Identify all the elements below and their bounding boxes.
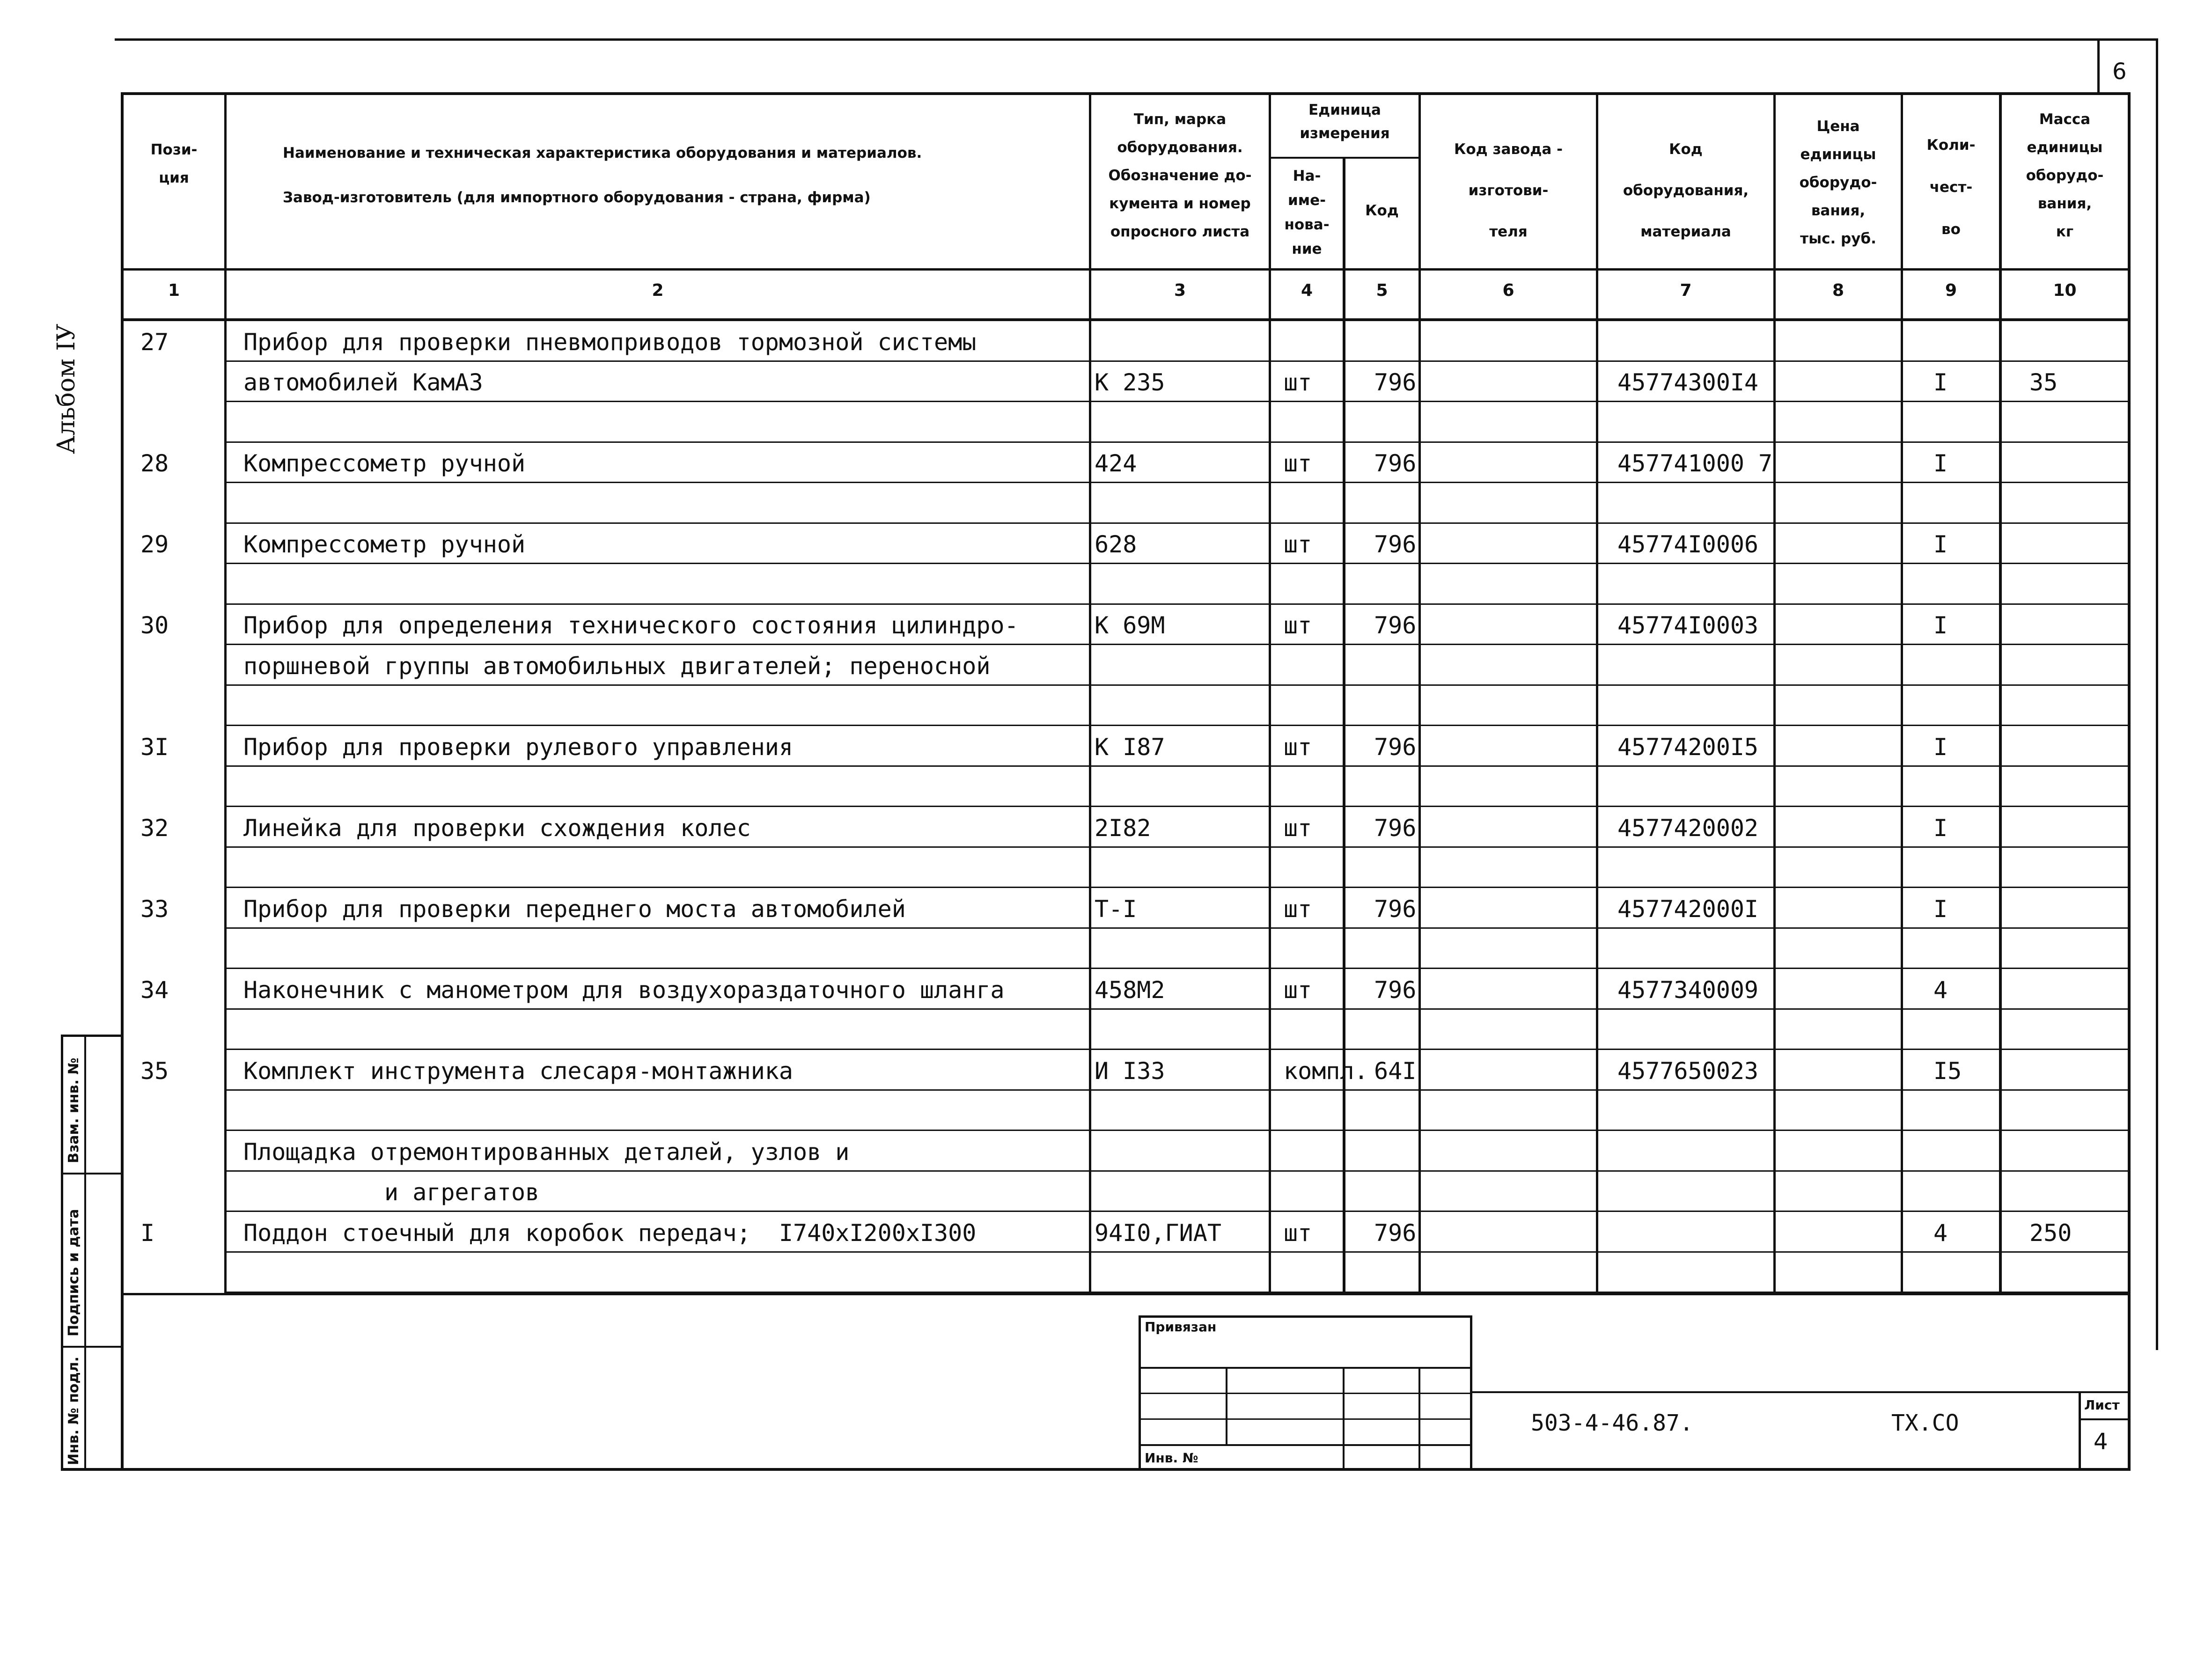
header-position: Пози- ция <box>150 141 198 186</box>
row-name: Прибор для определения технического состояния цилиндро- <box>243 612 1019 639</box>
row-quantity: I <box>1933 895 1948 923</box>
sheet-box-left <box>2079 1391 2081 1470</box>
row-position: 32 <box>140 814 169 842</box>
header-material-code: Код оборудования, материала <box>1623 141 1749 240</box>
row-unit-code: 796 <box>1374 612 1417 639</box>
row-quantity: 4 <box>1933 1219 1948 1247</box>
table-bottom-border <box>61 1468 2129 1471</box>
row-divider <box>227 846 2129 848</box>
header-unit-code: Код <box>1365 202 1399 219</box>
sheet-label: Лист <box>2084 1397 2120 1413</box>
colnum-bottom-line <box>121 318 2129 321</box>
row-divider <box>227 522 2129 524</box>
row-name: Наконечник с манометром для воздухораздаточного шланга <box>243 976 1005 1004</box>
top-rule <box>115 38 2158 41</box>
row-divider <box>227 806 2129 807</box>
header-quantity: Коли- чест- во <box>1926 137 1976 238</box>
row-unit: шт <box>1284 895 1312 923</box>
row-divider <box>227 644 2129 645</box>
row-position: 27 <box>140 328 169 356</box>
col-line-9 <box>1901 92 1903 1295</box>
row-divider <box>227 482 2129 483</box>
row-name: Линейка для проверки схождения колес <box>243 814 751 842</box>
sheet-number: 4 <box>2094 1429 2108 1455</box>
row-position: 3I <box>140 733 169 761</box>
row-type: И I33 <box>1095 1057 1165 1085</box>
row-divider <box>227 684 2129 686</box>
row-unit-code: 796 <box>1374 369 1417 396</box>
row-position: 33 <box>140 895 169 923</box>
table-top-border <box>121 92 2129 95</box>
row-type: 628 <box>1095 531 1137 558</box>
row-type: 94I0,ГИАТ <box>1095 1219 1221 1247</box>
privyazan-line-2 <box>1139 1393 1472 1394</box>
row-divider <box>227 968 2129 969</box>
header-bottom-line <box>121 268 2129 271</box>
row-unit-code: 796 <box>1374 450 1417 477</box>
row-material-code: 4577340009 <box>1617 976 1759 1004</box>
row-type: 2I82 <box>1095 814 1151 842</box>
row-divider <box>227 1292 2129 1293</box>
privyazan-col-2 <box>1343 1367 1345 1470</box>
row-material-code: 45774I0003 <box>1617 612 1759 639</box>
row-position: 29 <box>140 531 169 558</box>
row-unit-code: 796 <box>1374 1219 1417 1247</box>
stamp-inv-orig: Инв. № подл. <box>66 1356 82 1465</box>
row-material-code: 45774300I4 <box>1617 369 1759 396</box>
row-material-code: 457741000 7 <box>1617 450 1773 477</box>
privyazan-line-1 <box>1139 1367 1472 1369</box>
row-unit: шт <box>1284 450 1312 477</box>
row-type: Т-I <box>1095 895 1137 923</box>
row-type: 458М2 <box>1095 976 1165 1004</box>
album-label: Альбом IУ <box>52 323 81 454</box>
header-name: Наименование и техническая характеристика оборудования и материалов. Завод-изготовитель (для импортного оборудования - страна, фирма) <box>283 145 922 206</box>
row-type: К 235 <box>1095 369 1165 396</box>
col-line-5 <box>1343 158 1345 1295</box>
row-quantity: I <box>1933 733 1948 761</box>
privyazan-label: Привязан <box>1145 1319 1217 1335</box>
row-unit: шт <box>1284 733 1312 761</box>
row-unit-code: 796 <box>1374 895 1417 923</box>
row-divider <box>227 765 2129 767</box>
stamp-replace-inv: Взам. инв. № <box>66 1057 82 1163</box>
page-box-right <box>2156 39 2158 1350</box>
page-box-left <box>2097 39 2100 94</box>
row-divider <box>227 563 2129 564</box>
privyazan-line-3 <box>1139 1418 1472 1420</box>
privyazan-right <box>1470 1315 1472 1470</box>
column-number: 2 <box>652 281 664 300</box>
stamp-top <box>61 1035 124 1037</box>
header-type: Тип, марка оборудования. Обозначение до- кумента и номер опросного листа <box>1108 111 1252 240</box>
row-unit: компл. <box>1284 1057 1368 1085</box>
page-number: 6 <box>2112 59 2127 85</box>
col-line-10 <box>1999 92 2002 1295</box>
row-name: Прибор для проверки рулевого управления <box>243 733 793 761</box>
row-name: Прибор для проверки переднего моста автомобилей <box>243 895 906 923</box>
column-number: 9 <box>1945 281 1957 300</box>
row-divider <box>227 401 2129 402</box>
row-divider <box>227 1130 2129 1131</box>
col-line-3 <box>1089 92 1091 1295</box>
row-name: Поддон стоечный для коробок передач; I740хI200хI300 <box>243 1219 977 1247</box>
privyazan-col-1 <box>1226 1367 1227 1444</box>
sheet-box-mid <box>2079 1418 2129 1420</box>
row-mass: 35 <box>2029 369 2058 396</box>
row-divider <box>227 1211 2129 1212</box>
row-name: Компрессометр ручной <box>243 531 526 558</box>
row-quantity: 4 <box>1933 976 1948 1004</box>
col-line-4 <box>1269 92 1271 1295</box>
row-unit: шт <box>1284 369 1312 396</box>
column-number: 3 <box>1174 281 1186 300</box>
row-material-code: 4577420002 <box>1617 814 1759 842</box>
header-price: Цена единицы оборудо- вания, тыс. руб. <box>1799 118 1877 247</box>
unit-group-line <box>1269 157 1421 159</box>
column-number: 6 <box>1502 281 1514 300</box>
privyazan-left <box>1139 1315 1141 1470</box>
row-name: Площадка отремонтированных деталей, узлов и <box>243 1138 850 1166</box>
row-name: Комплект инструмента слесаря-монтажника <box>243 1057 793 1085</box>
table-end-line <box>121 1293 2129 1295</box>
row-type: К 69М <box>1095 612 1165 639</box>
col-line-2 <box>224 92 227 1295</box>
row-material-code: 4577650023 <box>1617 1057 1759 1085</box>
document-section: ТХ.СО <box>1891 1410 1959 1436</box>
row-divider <box>227 927 2129 929</box>
row-material-code: 45774I0006 <box>1617 531 1759 558</box>
row-quantity: I <box>1933 612 1948 639</box>
col-line-6 <box>1418 92 1421 1295</box>
privyazan-col-3 <box>1418 1367 1420 1470</box>
stamp-inner-line <box>84 1035 86 1470</box>
col-line-7 <box>1596 92 1598 1295</box>
inv-no-label: Инв. № <box>1145 1450 1198 1466</box>
privyazan-top <box>1139 1315 1472 1318</box>
row-divider <box>227 1049 2129 1050</box>
stamp-div-2 <box>61 1346 124 1348</box>
column-number: 5 <box>1376 281 1388 300</box>
row-unit-code: 64I <box>1374 1057 1417 1085</box>
row-position: 35 <box>140 1057 169 1085</box>
row-quantity: I5 <box>1933 1057 1962 1085</box>
header-unit-group: Единица измерения <box>1300 102 1390 142</box>
column-number: 4 <box>1301 281 1313 300</box>
row-mass: 250 <box>2029 1219 2072 1247</box>
row-type: К I87 <box>1095 733 1165 761</box>
row-divider <box>227 1089 2129 1091</box>
row-unit: шт <box>1284 976 1312 1004</box>
stamp-sign-date: Подпись и дата <box>66 1209 82 1336</box>
row-quantity: I <box>1933 814 1948 842</box>
header-factory-code: Код завода - изготови- теля <box>1454 141 1563 240</box>
row-position: I <box>140 1219 155 1247</box>
row-type: 424 <box>1095 450 1137 477</box>
row-unit: шт <box>1284 531 1312 558</box>
row-divider <box>227 725 2129 726</box>
row-quantity: I <box>1933 450 1948 477</box>
row-name: Прибор для проверки пневмоприводов тормозной системы <box>243 328 977 356</box>
row-unit: шт <box>1284 1219 1312 1247</box>
row-divider <box>227 1008 2129 1010</box>
row-unit-code: 796 <box>1374 976 1417 1004</box>
row-material-code: 45774200I5 <box>1617 733 1759 761</box>
stamp-left-edge <box>61 1035 63 1470</box>
titleblock-top <box>1470 1391 2130 1393</box>
col-line-8 <box>1773 92 1776 1295</box>
row-divider <box>227 441 2129 443</box>
row-position: 28 <box>140 450 169 477</box>
row-quantity: I <box>1933 369 1948 396</box>
row-position: 34 <box>140 976 169 1004</box>
row-name: поршневой группы автомобильных двигателей; переносной <box>243 652 991 680</box>
column-number: 10 <box>2053 281 2077 300</box>
column-number: 8 <box>1832 281 1845 300</box>
row-divider <box>227 603 2129 605</box>
row-material-code: 457742000I <box>1617 895 1759 923</box>
column-number: 7 <box>1680 281 1692 300</box>
row-divider <box>227 360 2129 362</box>
row-name: и агрегатов <box>243 1179 540 1206</box>
row-unit-code: 796 <box>1374 814 1417 842</box>
stamp-div-1 <box>61 1173 124 1175</box>
row-unit: шт <box>1284 612 1312 639</box>
row-position: 30 <box>140 612 169 639</box>
row-unit: шт <box>1284 814 1312 842</box>
row-name: Компрессометр ручной <box>243 450 526 477</box>
privyazan-line-4 <box>1139 1444 1472 1446</box>
row-unit-code: 796 <box>1374 733 1417 761</box>
row-unit-code: 796 <box>1374 531 1417 558</box>
column-number: 1 <box>168 281 180 300</box>
row-divider <box>227 1170 2129 1172</box>
row-name: автомобилей КамАЗ <box>243 369 483 396</box>
row-divider <box>227 887 2129 888</box>
row-divider <box>227 1251 2129 1253</box>
header-unit-name: На- име- нова- ние <box>1284 168 1330 257</box>
row-quantity: I <box>1933 531 1948 558</box>
document-code: 503-4-46.87. <box>1531 1410 1693 1436</box>
frame-right <box>2128 92 2131 1471</box>
header-mass: Масса единицы оборудо- вания, кг <box>2026 111 2104 240</box>
